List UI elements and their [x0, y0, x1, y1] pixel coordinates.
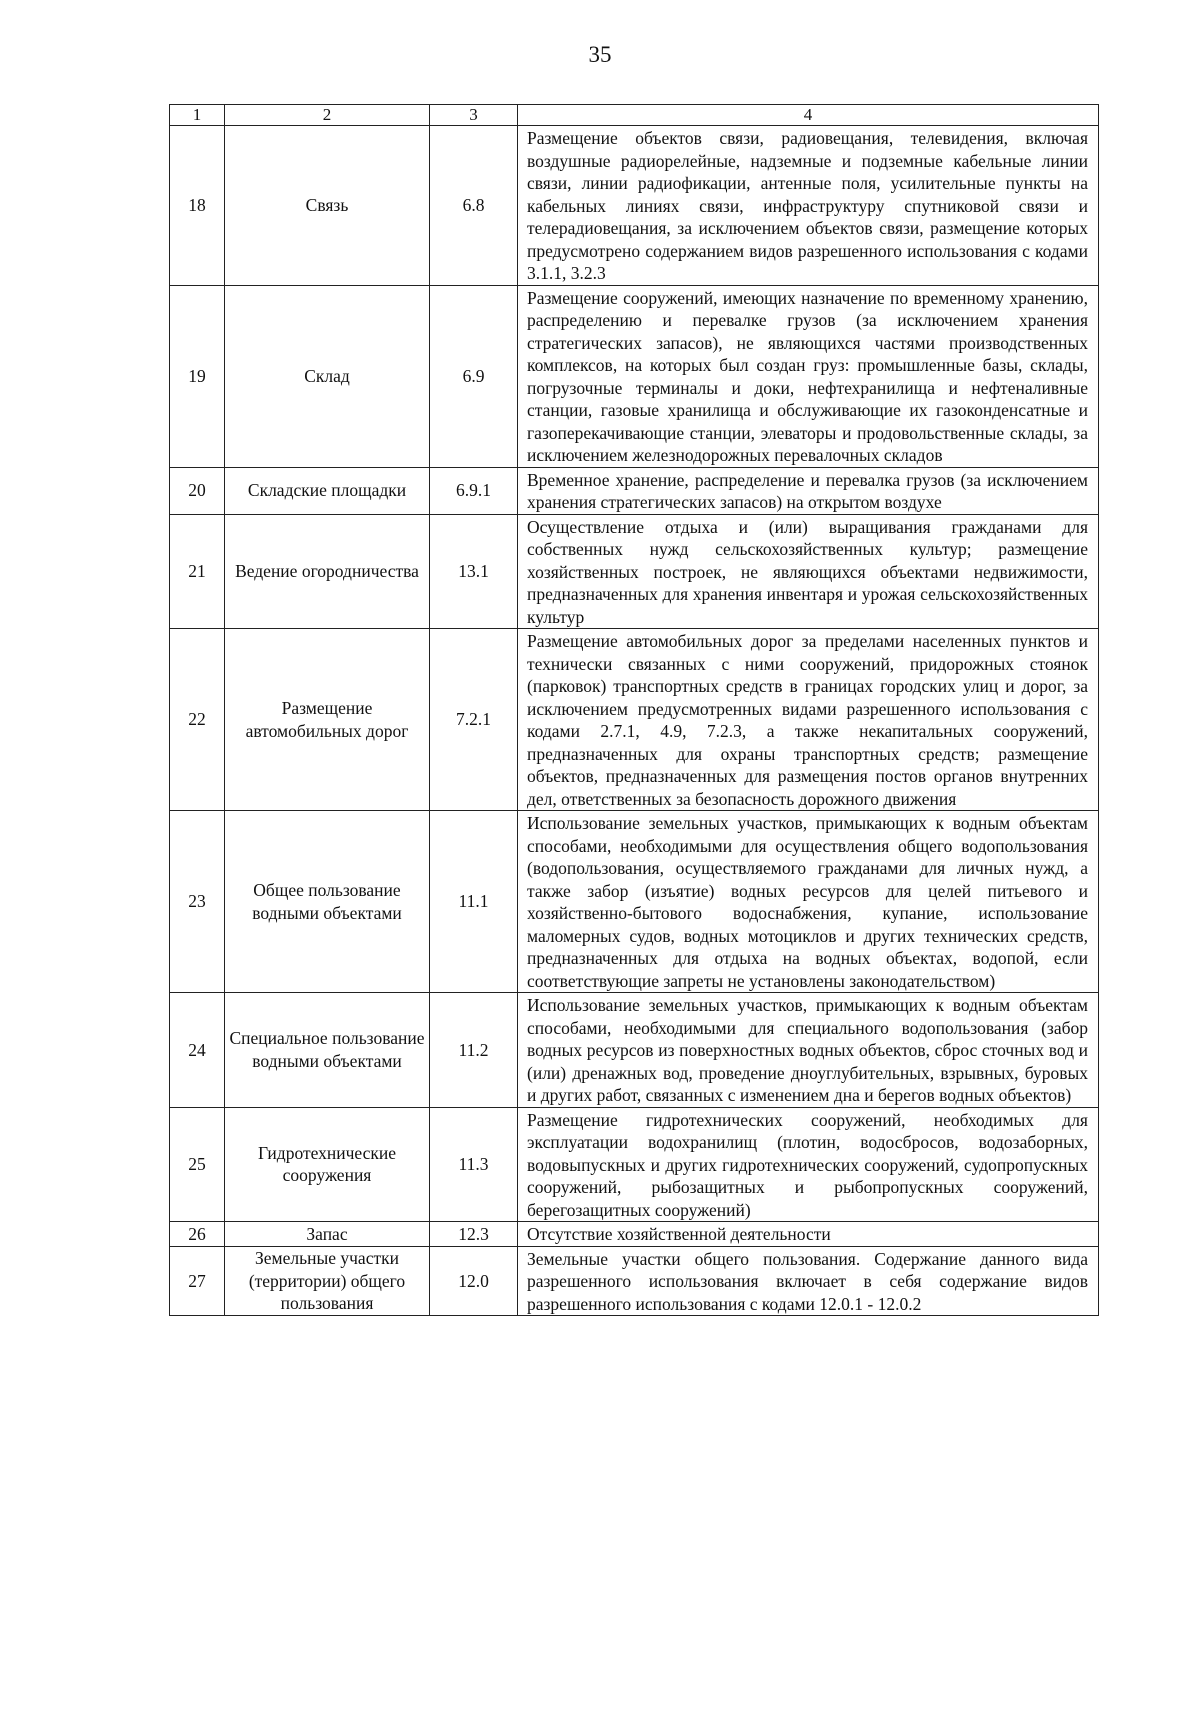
use-type-name: Запас: [225, 1222, 430, 1247]
row-number: 27: [170, 1246, 225, 1316]
page-number: 35: [588, 42, 612, 67]
use-type-code: 12.0: [430, 1246, 518, 1316]
row-number: 20: [170, 467, 225, 514]
row-number: 24: [170, 993, 225, 1108]
use-type-name: Специальное пользование водными объектами: [225, 993, 430, 1108]
use-type-name: Ведение огородничества: [225, 514, 430, 629]
table-row: [170, 1107, 1099, 1222]
use-type-description: Использование земельных участков, примыкающих к водным объектам способами, необходимыми для специального водопользования (забор водных ресурсов из поверхностных водных объектов, сброс сточных вод и (или) дренажных вод, проведение дноуглубительных, взрывных, буровых и других работ, связанных с изменением дна и берегов водных объектов): [518, 993, 1099, 1108]
row-number: 19: [170, 285, 225, 467]
land-use-table: [169, 104, 1099, 1316]
use-type-description: Осуществление отдыха и (или) выращивания гражданами для собственных нужд сельскохозяйственных культур; размещение хозяйственных построек, не являющихся объектами недвижимости, предназначенных для хранения инвентаря и урожая сельскохозяйственных культур: [518, 514, 1099, 629]
table-row: [170, 811, 1099, 993]
use-type-description: Отсутствие хозяйственной деятельности: [518, 1222, 1099, 1247]
use-type-description: Земельные участки общего пользования. Содержание данного вида разрешенного использования включает в себя содержание видов разрешенного использования с кодами 12.0.1 - 12.0.2: [518, 1246, 1099, 1316]
row-number: 25: [170, 1107, 225, 1222]
use-type-name: Связь: [225, 126, 430, 286]
use-type-name: Гидротехнические сооружения: [225, 1107, 430, 1222]
use-type-name: Склад: [225, 285, 430, 467]
table-row: [170, 629, 1099, 811]
column-header: 1: [170, 105, 225, 126]
use-type-description: Размещение гидротехнических сооружений, необходимых для эксплуатации водохранилищ (плотин, водосбросов, водозаборных, водовыпускных и других гидротехнических сооружений, судопропускных сооружений, рыбозащитных и рыбопропускных сооружений, берегозащитных сооружений): [518, 1107, 1099, 1222]
use-type-name: Земельные участки (территории) общего пользования: [225, 1246, 430, 1316]
column-header: 3: [430, 105, 518, 126]
use-type-code: 11.2: [430, 993, 518, 1108]
column-header: 2: [225, 105, 430, 126]
row-number: 21: [170, 514, 225, 629]
row-number: 22: [170, 629, 225, 811]
use-type-code: 6.9: [430, 285, 518, 467]
column-header: 4: [518, 105, 1099, 126]
use-type-name: Размещение автомобильных дорог: [225, 629, 430, 811]
use-type-code: 11.1: [430, 811, 518, 993]
use-type-description: Временное хранение, распределение и перевалка грузов (за исключением хранения стратегических запасов) на открытом воздухе: [518, 467, 1099, 514]
use-type-description: Размещение сооружений, имеющих назначение по временному хранению, распределению и перевалке грузов (за исключением хранения стратегических запасов), не являющихся частями производственных комплексов, на которых был создан груз: промышленные базы, склады, погрузочные терминалы и доки, нефтехранилища и нефтеналивные станции, газовые хранилища и обслуживающие их газоконденсатные и газоперекачивающие станции, элеваторы и продовольственные склады, за исключением железнодорожных перевалочных складов: [518, 285, 1099, 467]
table-header-row: [170, 105, 1099, 126]
use-type-description: Размещение объектов связи, радиовещания, телевидения, включая воздушные радиорелейные, надземные и подземные кабельные линии связи, линии радиофикации, антенные поля, усилительные пункты на кабельных линиях связи, инфраструктуру спутниковой связи и телерадиовещания, за исключением объектов связи, размещение которых предусмотрено содержанием видов разрешенного использования с кодами 3.1.1, 3.2.3: [518, 126, 1099, 286]
use-type-description: Использование земельных участков, примыкающих к водным объектам способами, необходимыми для осуществления общего водопользования (водопользования, осуществляемого гражданами для личных нужд, а также забор (изъятие) водных ресурсов для целей питьевого и хозяйственно-бытового водоснабжения, купание, использование маломерных судов, водных мотоциклов и других технических средств, предназначенных для отдыха на водных объектах, водопой, если соответствующие запреты не установлены законодательством): [518, 811, 1099, 993]
row-number: 23: [170, 811, 225, 993]
use-type-code: 11.3: [430, 1107, 518, 1222]
use-type-code: 6.9.1: [430, 467, 518, 514]
row-number: 26: [170, 1222, 225, 1247]
use-type-code: 12.3: [430, 1222, 518, 1247]
row-number: 18: [170, 126, 225, 286]
table-row: [170, 1246, 1099, 1316]
use-type-code: 13.1: [430, 514, 518, 629]
table-row: [170, 467, 1099, 514]
table-row: [170, 514, 1099, 629]
table-row: [170, 993, 1099, 1108]
table-row: [170, 126, 1099, 286]
use-type-name: Складские площадки: [225, 467, 430, 514]
table-row: [170, 1222, 1099, 1247]
use-type-code: 7.2.1: [430, 629, 518, 811]
table-row: [170, 285, 1099, 467]
use-type-description: Размещение автомобильных дорог за пределами населенных пунктов и технически связанных с ними сооружений, придорожных стоянок (парковок) транспортных средств в границах городских улиц и дорог, за исключением предусмотренных видами разрешенного использования с кодами 2.7.1, 4.9, 7.2.3, а также некапитальных сооружений, предназначенных для охраны транспортных средств; размещение объектов, предназначенных для размещения постов органов внутренних дел, ответственных за безопасность дорожного движения: [518, 629, 1099, 811]
use-type-name: Общее пользование водными объектами: [225, 811, 430, 993]
use-type-code: 6.8: [430, 126, 518, 286]
